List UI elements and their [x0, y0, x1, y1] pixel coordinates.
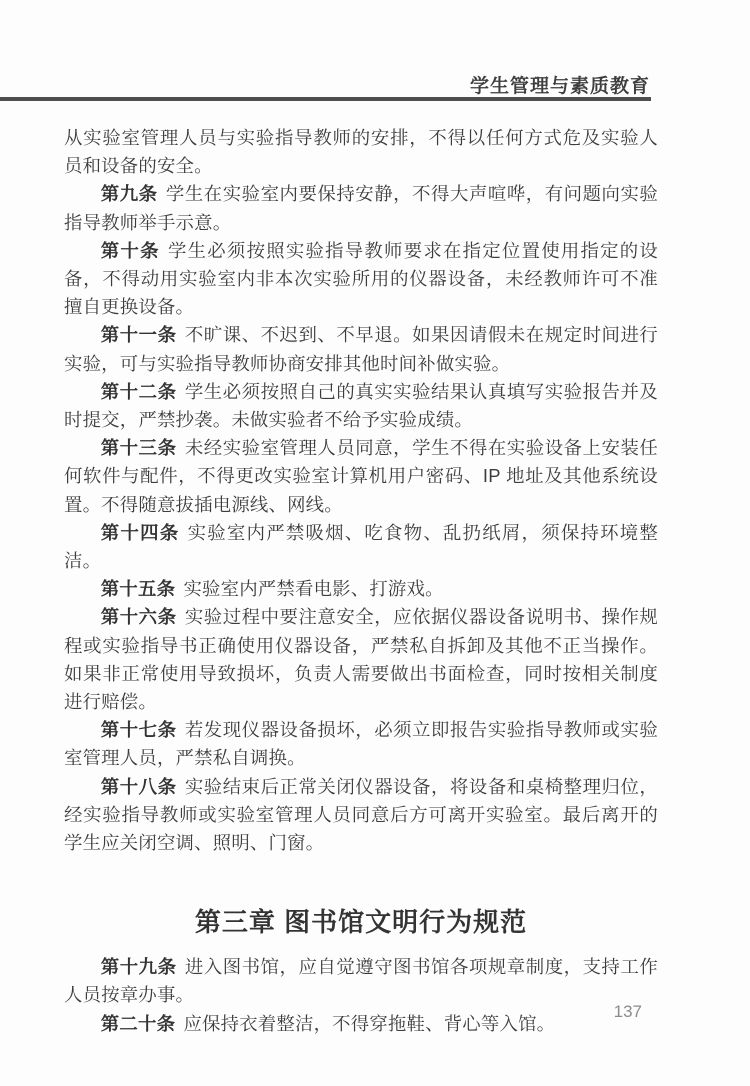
article-text: 实验过程中要注意安全，应依据仪器设备说明书、操作规程或实验指导书正确使用仪器设备，严禁私自拆卸及其他不正当操作。如果非正常使用导致损坏，负责人需要做出书面检查，同时按相关制度进行赔偿。	[64, 606, 658, 713]
article-number: 第十三条	[100, 437, 177, 459]
page-number: 137	[613, 1002, 642, 1021]
article-paragraph	[64, 434, 658, 519]
article-paragraph	[64, 237, 658, 322]
article-number: 第十九条	[100, 956, 177, 978]
article-number: 第九条	[100, 183, 158, 205]
article-text: 进入图书馆，应自觉遵守图书馆各项规章制度，支持工作人员按章办事。	[64, 956, 658, 1006]
article-paragraph	[64, 603, 658, 716]
chapter-heading: 第三章 图书馆文明行为规范	[194, 907, 528, 938]
article-paragraph	[64, 180, 658, 236]
article-paragraph	[64, 953, 658, 1009]
article-text: 实验室内严禁看电影、打游戏。	[183, 578, 444, 600]
article-text: 未经实验室管理人员同意，学生不得在实验设备上安装任何软件与配件，不得更改实验室计算机用户密码、IP 地址及其他系统设置。不得随意拔插电源线、网线。	[64, 437, 658, 515]
article-text: 实验结束后正常关闭仪器设备，将设备和桌椅整理归位，经实验指导教师或实验室管理人员同意后方可离开实验室。最后离开的学生应关闭空调、照明、门窗。	[64, 775, 658, 854]
article-paragraph	[64, 575, 658, 603]
header-rule-divider	[0, 97, 651, 101]
article-number: 第十八条	[100, 775, 177, 797]
running-header-title: 学生管理与素质教育	[469, 76, 650, 97]
article-number: 第十四条	[100, 521, 180, 543]
article-paragraph	[64, 378, 658, 434]
article-text: 应保持衣着整洁，不得穿拖鞋、背心等入馆。	[183, 1012, 556, 1034]
article-text: 学生在实验室内要保持安静，不得大声喧哗，有问题向实验指导教师举手示意。	[64, 183, 658, 233]
article-number: 第二十条	[100, 1012, 176, 1034]
article-paragraph	[64, 1010, 658, 1038]
article-number: 第十一条	[100, 324, 177, 346]
article-number: 第十二条	[100, 380, 177, 402]
article-number: 第十七条	[100, 719, 177, 741]
article-text: 不旷课、不迟到、不早退。如果因请假未在规定时间进行实验，可与实验指导教师协商安排其他时间补做实验。	[64, 324, 658, 374]
intro-continuation-paragraph: 从实验室管理人员与实验指导教师的安排，不得以任何方式危及实验人员和设备的安全。	[64, 127, 658, 177]
page-body	[64, 124, 658, 1038]
article-paragraph	[64, 716, 658, 772]
article-number: 第十五条	[100, 578, 176, 600]
article-paragraph	[64, 321, 658, 377]
article-text: 实验室内严禁吸烟、吃食物、乱扔纸屑，须保持环境整洁。	[64, 521, 658, 572]
article-number: 第十条	[100, 239, 160, 261]
articles-section-lab-rules	[64, 180, 658, 857]
article-number: 第十六条	[100, 606, 177, 628]
article-text: 若发现仪器设备损坏，必须立即报告实验指导教师或实验室管理人员，严禁私自调换。	[64, 719, 658, 769]
article-paragraph	[64, 773, 658, 858]
articles-section-library-rules	[64, 953, 658, 1038]
article-paragraph	[64, 519, 658, 575]
article-text: 学生必须按照实验指导教师要求在指定位置使用指定的设备，不得动用实验室内非本次实验所用的仪器设备，未经教师许可不准擅自更换设备。	[64, 239, 658, 318]
article-text: 学生必须按照自己的真实实验结果认真填写实验报告并及时提交，严禁抄袭。未做实验者不给予实验成绩。	[64, 380, 658, 431]
